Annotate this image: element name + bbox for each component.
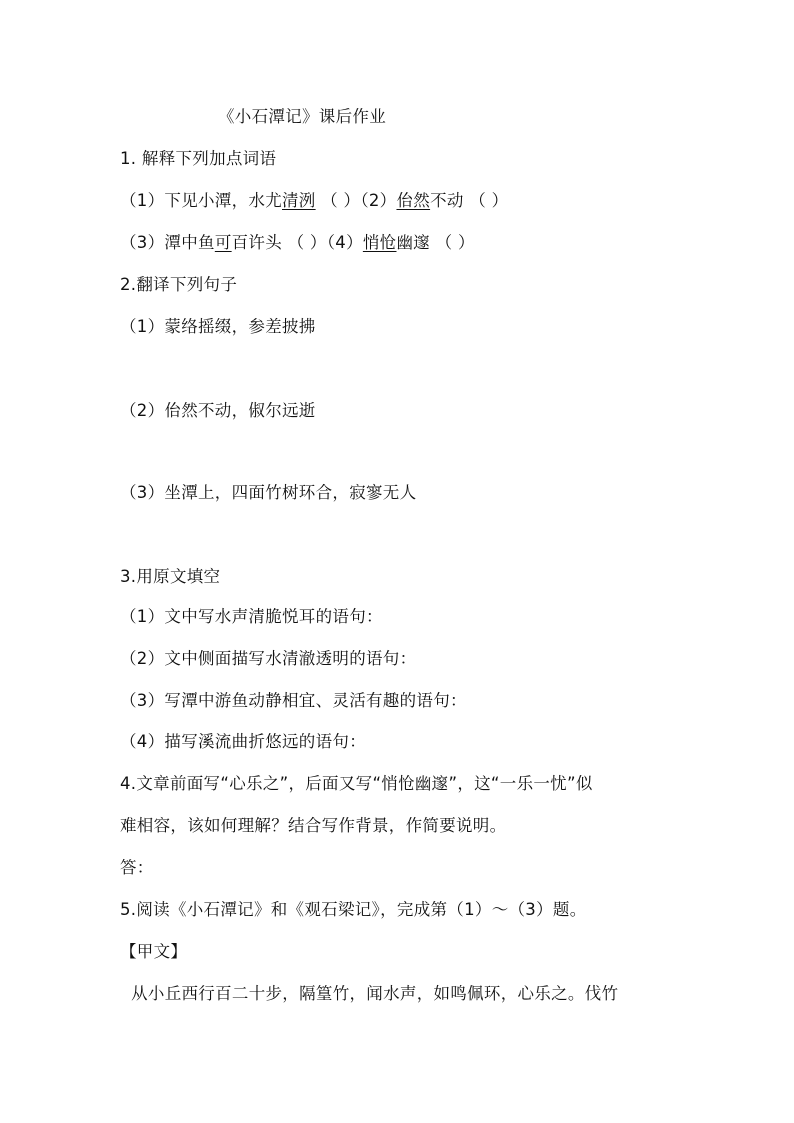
q3-item-1: （1）文中写水声清脆悦耳的语句：	[120, 607, 383, 626]
q4-line-1: 4.文章前面写“心乐之”，后面又写“悄怆幽邃”，这“一乐一忧”似	[120, 774, 593, 793]
q2-item-2: （2）佁然不动，俶尔远逝	[120, 401, 316, 420]
q3-item-4: （4）描写溪流曲折悠远的语句：	[120, 732, 366, 751]
q1-item-1-text: （1）下见小潭，水尤	[120, 191, 282, 210]
q1-item-2-dotted-word: 佁然	[396, 191, 431, 210]
page-title: 《小石潭记》课后作业	[218, 107, 386, 126]
q3-heading: 3.用原文填空	[120, 567, 221, 586]
q2-heading: 2.翻译下列句子	[120, 275, 238, 294]
q2-item-3: （3）坐潭上，四面竹树环合，寂寥无人	[120, 483, 417, 502]
q1-item-2-rest: 不动 （ ）	[430, 191, 509, 210]
q1-heading: 1. 解释下列加点词语	[120, 149, 277, 168]
q4-answer-label: 答：	[120, 858, 154, 877]
q5-passage-line: 从小丘西行百二十步，隔篁竹，闻水声，如鸣佩环，心乐之。伐竹	[120, 984, 619, 1003]
q5-heading: 5.阅读《小石潭记》和《观石梁记》，完成第（1）～（3）题。	[120, 900, 587, 919]
q5-section-label: 【甲文】	[120, 942, 188, 961]
q1-row-1	[120, 190, 508, 212]
q4-line-2: 难相容，该如何理解？结合写作背景，作简要说明。	[120, 816, 507, 835]
q1-item-3-dotted-word: 可	[214, 233, 232, 252]
q1-item-1-dotted-word: 清洌	[282, 191, 316, 210]
q1-item-4-text: （4）	[326, 233, 363, 252]
q1-item-1-blank: （ ）	[315, 191, 361, 210]
q3-item-3: （3）写潭中游鱼动静相宜、灵活有趣的语句：	[120, 691, 467, 710]
q1-item-3-rest: 百许头 （ ）	[231, 233, 327, 252]
q1-item-3-text: （3）潭中鱼	[120, 233, 215, 252]
q1-item-4-rest: 幽邃 （ ）	[396, 233, 475, 252]
q1-row-2	[120, 232, 475, 254]
q1-item-4-dotted-word: 悄怆	[362, 233, 397, 252]
q3-item-2: （2）文中侧面描写水清澈透明的语句：	[120, 649, 417, 668]
q2-item-1: （1）蒙络摇缀，参差披拂	[120, 317, 316, 336]
q1-item-2-text: （2）	[360, 191, 397, 210]
